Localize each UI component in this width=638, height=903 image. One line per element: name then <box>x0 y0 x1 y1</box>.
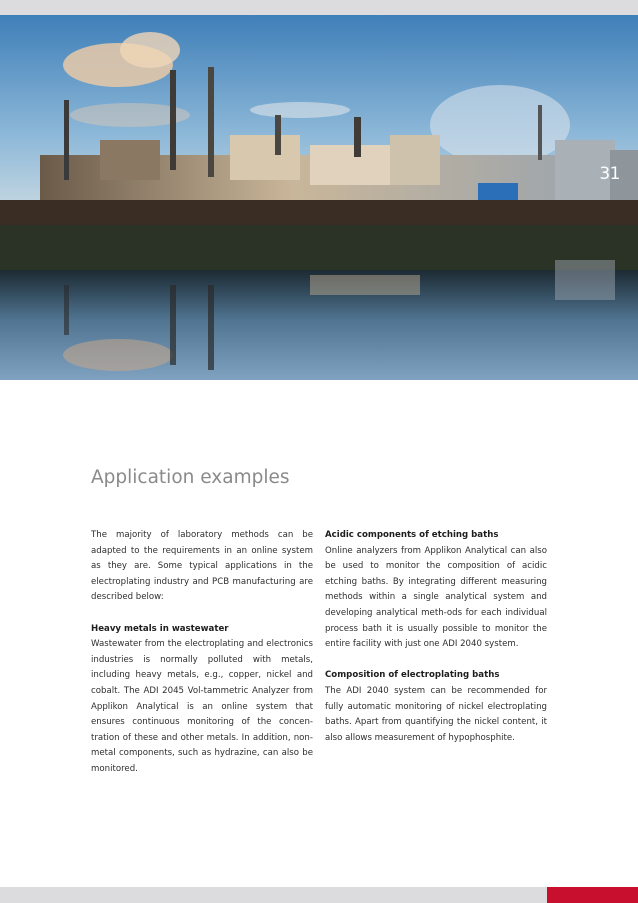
page-number: 31 <box>599 164 620 184</box>
subheading-electroplating-baths: Composition of electroplating baths <box>325 670 500 681</box>
subheading-heavy-metals: Heavy metals in wastewater <box>91 623 229 634</box>
heavy-metals-paragraph: Wastewater from the electroplating and electronics industries is normally polluted with metals, including heavy metals, e.g., copper, nickel and cobalt. The ADI 2045 Vol-tammetric Analyzer from Applikon Analytical is an online system that ensures continuous monitoring of the concen-tration of these and other metals. In addition, non-metal components, such as hydrazine, can also be monitored. <box>91 639 313 774</box>
right-column <box>325 528 547 746</box>
electroplating-baths-paragraph: The ADI 2040 system can be recommended for fully automatic monitoring of nickel electroplating baths. Apart from quantifying the nickel content, it also allows measurement of hypophosphite. <box>325 685 547 743</box>
header-photo <box>0 15 638 380</box>
bottom-bar <box>0 887 547 903</box>
subheading-etching-baths: Acidic components of etching baths <box>325 530 499 540</box>
top-bar <box>0 0 638 15</box>
intro-paragraph: The majority of laboratory methods can be adapted to the requirements in an online system as they are. Some typical applications in the electroplating industry and PCB manufacturing are described below: <box>91 530 313 603</box>
section-heading: Application examples <box>91 467 290 488</box>
etching-baths-paragraph: Online analyzers from Applikon Analytical can also be used to monitor the composition of acidic etching baths. By integrating different measuring methods within a single analytical system and developing analytical meth-ods for each individual process bath it is usually possible to monitor the entire facility with just one ADI 2040 system. <box>325 545 547 650</box>
left-column <box>91 528 313 778</box>
bottom-accent-bar <box>547 887 638 903</box>
industrial-plant-image <box>0 15 638 380</box>
